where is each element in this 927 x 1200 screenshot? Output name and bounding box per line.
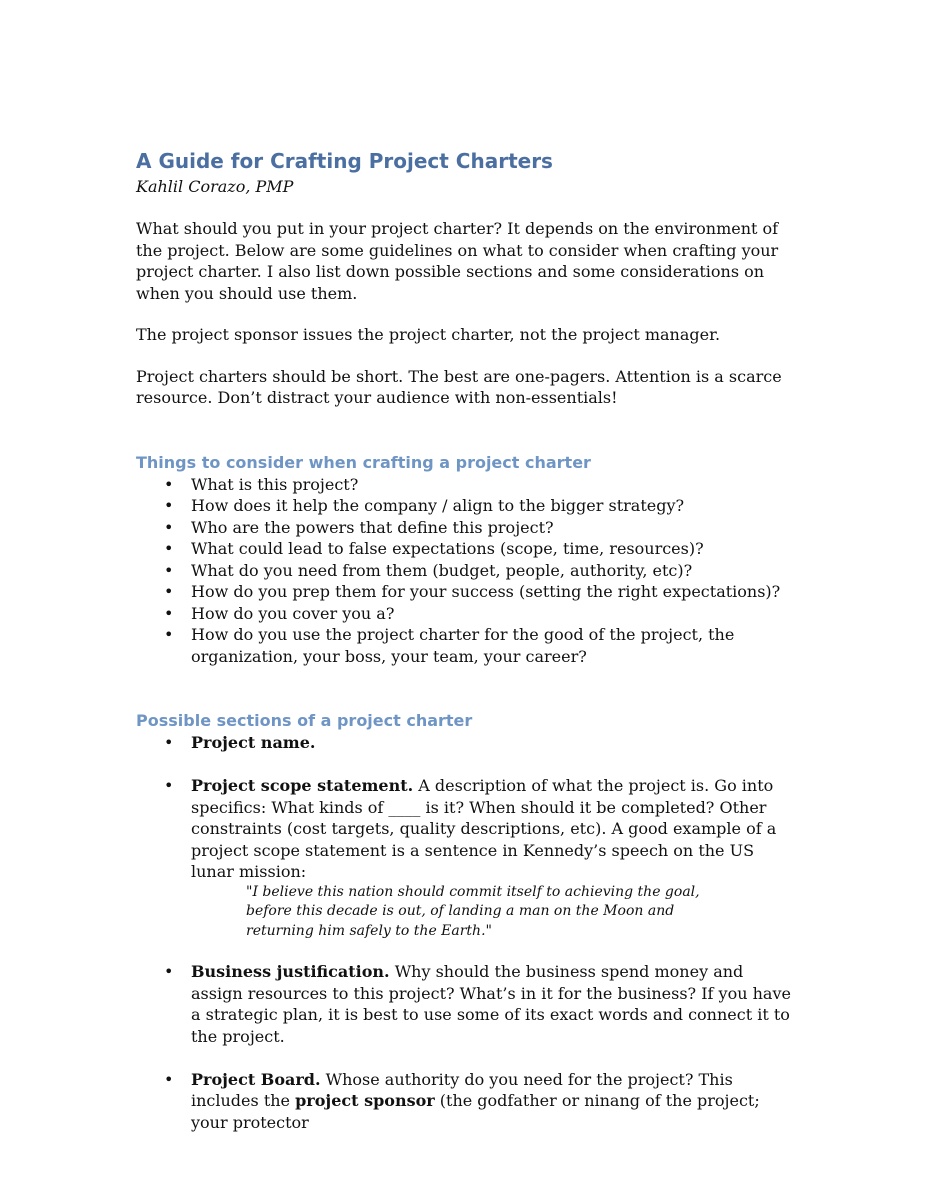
bullet-icon: •: [164, 625, 174, 644]
sections-list-continued: [136, 961, 796, 1133]
board-term: Project Board.: [191, 1069, 321, 1089]
list-item: • How do you prep them for your success (setting the right expectations)?: [164, 582, 781, 601]
bullet-icon: •: [164, 582, 174, 601]
bullet-icon: •: [164, 962, 174, 981]
list-item: • How do you use the project charter for the good of the project, the organization, your boss, your team, your career?: [164, 625, 735, 666]
project-name-term: Project name.: [191, 733, 316, 752]
list-spacer: [136, 1047, 796, 1069]
bullet-icon: •: [164, 496, 174, 515]
justification-text: Why should the business spend money and assign resources to this project? What’s in it for the business? If you have a strategic plan, it is best to use some of its exact words and connect it to the project.: [191, 962, 791, 1046]
intro-paragraph-3: Project charters should be short. The best are one-pagers. Attention is a scarce resource. Don’t distract your audience with non-essentials!: [136, 366, 782, 407]
intro-paragraph-2: The project sponsor issues the project charter, not the project manager.: [136, 325, 721, 344]
document-page: [136, 146, 796, 1133]
quote-line-2: before this decade is out, of landing a man on the Moon and: [246, 903, 675, 919]
list-item-project-name: [136, 732, 796, 754]
list-item: • What do you need from them (budget, people, authority, etc)?: [164, 560, 693, 580]
bullet-icon: •: [164, 474, 174, 494]
scope-text: A description of what the project is. Go into specifics: What kinds of ____ is it? When should it be completed? Other constraints (cost targets, quality descriptions, etc). A good example of a project scope statement is a sentence in Kennedy’s speech on the US lunar mission:: [191, 776, 777, 881]
bullet-icon: •: [164, 603, 174, 623]
list-item-scope: [136, 775, 796, 883]
sections-list: [136, 732, 796, 883]
justification-term: Business justification.: [191, 962, 390, 981]
considerations-heading: Things to consider when crafting a project charter: [136, 452, 591, 472]
bullet-icon: •: [164, 1069, 174, 1089]
considerations-list: [136, 474, 796, 668]
document-title: A Guide for Crafting Project Charters: [136, 149, 553, 173]
kennedy-quote: [136, 883, 796, 942]
board-text: Whose authority do you need for the project? This includes the: [191, 1069, 733, 1110]
quote-line-3: returning him safely to the Earth.": [246, 922, 492, 939]
sections-heading: Possible sections of a project charter: [136, 711, 473, 730]
list-item: • Who are the powers that define this project?: [164, 517, 554, 537]
list-item-justification: [136, 961, 796, 1047]
list-item: • What could lead to false expectations (scope, time, resources)?: [164, 539, 704, 558]
bullet-icon: •: [164, 517, 174, 537]
bullet-icon: •: [164, 560, 174, 580]
author-line: Kahlil Corazo, PMP: [136, 177, 294, 196]
list-item: • How does it help the company / align to the bigger strategy?: [164, 496, 685, 515]
quote-line-1: "I believe this nation should commit itself to achieving the goal,: [246, 883, 700, 900]
list-item-board: [136, 1069, 796, 1134]
bullet-icon: •: [164, 733, 174, 752]
bullet-icon: •: [164, 776, 174, 795]
board-text-2: (the godfather or ninang of the project; your protector: [191, 1091, 760, 1132]
scope-term: Project scope statement.: [191, 776, 414, 795]
list-spacer: [136, 754, 796, 776]
bullet-icon: •: [164, 539, 174, 558]
list-item: • What is this project?: [164, 474, 359, 494]
intro-paragraph-1: What should you put in your project charter? It depends on the environment of the project. Below are some guidelines on what to consider when crafting your project charter. I also list down possible sections and some considerations on when you should use them.: [136, 219, 779, 303]
list-item: • How do you cover you a?: [164, 603, 395, 623]
sponsor-term: project sponsor: [295, 1091, 435, 1110]
